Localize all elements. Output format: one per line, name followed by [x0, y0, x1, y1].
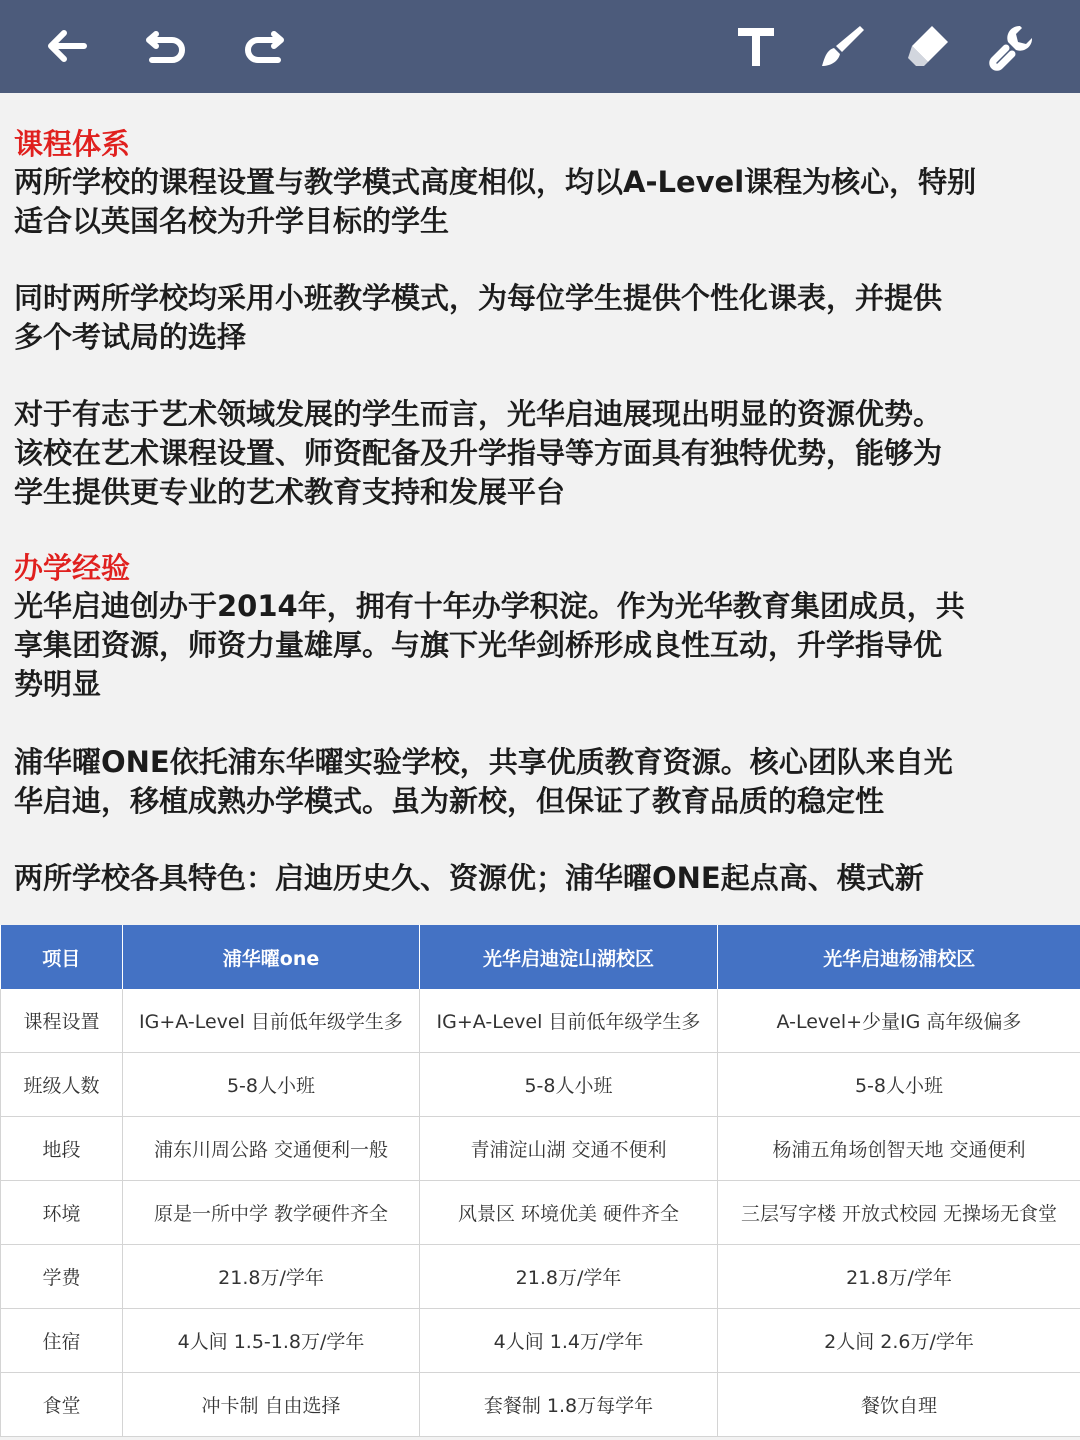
table-cell: 5-8人小班 — [123, 1053, 420, 1117]
table-cell: 4人间 1.5-1.8万/学年 — [123, 1309, 420, 1373]
text-tool-button[interactable] — [724, 14, 788, 78]
text-line: 适合以英国名校为升学目标的学生 — [14, 204, 450, 238]
table-cell: 课程设置 — [1, 989, 123, 1053]
table-cell: 杨浦五角场创智天地 交通便利 — [718, 1117, 1080, 1181]
table-cell: 班级人数 — [1, 1053, 123, 1117]
table-cell: 21.8万/学年 — [718, 1245, 1080, 1309]
section-title-curriculum: 课程体系 — [14, 127, 131, 161]
table-cell: 21.8万/学年 — [420, 1245, 718, 1309]
comparison-table — [0, 925, 1080, 1437]
table-cell: 套餐制 1.8万每学年 — [420, 1373, 718, 1437]
table-cell: 原是一所中学 教学硬件齐全 — [123, 1181, 420, 1245]
table-cell: 冲卡制 自由选择 — [123, 1373, 420, 1437]
table-cell: 21.8万/学年 — [123, 1245, 420, 1309]
table-cell: 餐饮自理 — [718, 1373, 1080, 1437]
back-button[interactable] — [34, 14, 98, 78]
table-row — [1, 1181, 1080, 1245]
table-cell: A-Level+少量IG 高年级偏多 — [718, 989, 1080, 1053]
text-line: 华启迪，移植成熟办学模式。虽为新校，但保证了教育品质的稳定性 — [14, 784, 885, 818]
table-row — [1, 989, 1080, 1053]
brush-button[interactable] — [810, 14, 874, 78]
table-row — [1, 1309, 1080, 1373]
table-cell: 住宿 — [1, 1309, 123, 1373]
table-cell: 三层写字楼 开放式校园 无操场无食堂 — [718, 1181, 1080, 1245]
paragraph — [14, 163, 1066, 241]
table-row — [1, 1245, 1080, 1309]
table-cell: 食堂 — [1, 1373, 123, 1437]
text-line: 光华启迪创办于2014年，拥有十年办学积淀。作为光华教育集团成员，共 — [14, 589, 965, 623]
text-line: 学生提供更专业的艺术教育支持和发展平台 — [14, 475, 566, 509]
section-title-experience: 办学经验 — [14, 551, 131, 585]
settings-button[interactable] — [980, 14, 1044, 78]
paragraph — [14, 279, 1066, 357]
text-line: 对于有志于艺术领域发展的学生而言，光华启迪展现出明显的资源优势。 — [14, 397, 943, 431]
table-cell: 5-8人小班 — [718, 1053, 1080, 1117]
redo-button[interactable] — [232, 14, 296, 78]
table-cell: 地段 — [1, 1117, 123, 1181]
table-cell: IG+A-Level 目前低年级学生多 — [420, 989, 718, 1053]
paragraph — [14, 395, 1066, 512]
text-line: 两所学校各具特色：启迪历史久、资源优；浦华曜ONE起点高、模式新 — [14, 861, 924, 895]
table-cell: 2人间 2.6万/学年 — [718, 1309, 1080, 1373]
redo-icon — [238, 20, 290, 72]
table-cell: IG+A-Level 目前低年级学生多 — [123, 989, 420, 1053]
note-content — [0, 93, 1080, 925]
table-cell: 5-8人小班 — [420, 1053, 718, 1117]
paragraph — [14, 743, 1066, 821]
text-tool-icon — [730, 20, 782, 72]
brush-icon — [816, 20, 868, 72]
table-row — [1, 1053, 1080, 1117]
eraser-button[interactable] — [896, 14, 960, 78]
undo-button[interactable] — [134, 14, 198, 78]
eraser-icon — [902, 20, 954, 72]
table-row — [1, 1373, 1080, 1437]
top-toolbar — [0, 0, 1080, 93]
wrench-icon — [986, 20, 1038, 72]
column-header: 浦华曜one — [123, 925, 420, 989]
column-header: 光华启迪淀山湖校区 — [420, 925, 718, 989]
paragraph — [14, 859, 1066, 898]
table-cell: 学费 — [1, 1245, 123, 1309]
text-line: 势明显 — [14, 667, 102, 701]
table-cell: 环境 — [1, 1181, 123, 1245]
back-arrow-icon — [40, 20, 92, 72]
text-line: 多个考试局的选择 — [14, 320, 247, 354]
table-cell: 风景区 环境优美 硬件齐全 — [420, 1181, 718, 1245]
paragraph — [14, 587, 1066, 704]
text-line: 该校在艺术课程设置、师资配备及升学指导等方面具有独特优势，能够为 — [14, 436, 943, 470]
table-header-row — [1, 925, 1080, 989]
text-line: 享集团资源，师资力量雄厚。与旗下光华剑桥形成良性互动，升学指导优 — [14, 628, 943, 662]
text-line: 两所学校的课程设置与教学模式高度相似，均以A-Level课程为核心，特别 — [14, 165, 977, 199]
table-cell: 浦东川周公路 交通便利一般 — [123, 1117, 420, 1181]
table-cell: 4人间 1.4万/学年 — [420, 1309, 718, 1373]
text-line: 浦华曜ONE依托浦东华曜实验学校，共享优质教育资源。核心团队来自光 — [14, 745, 953, 779]
undo-icon — [140, 20, 192, 72]
column-header: 项目 — [1, 925, 123, 989]
text-line: 同时两所学校均采用小班教学模式，为每位学生提供个性化课表，并提供 — [14, 281, 943, 315]
column-header: 光华启迪杨浦校区 — [718, 925, 1080, 989]
table-cell: 青浦淀山湖 交通不便利 — [420, 1117, 718, 1181]
table-row — [1, 1117, 1080, 1181]
